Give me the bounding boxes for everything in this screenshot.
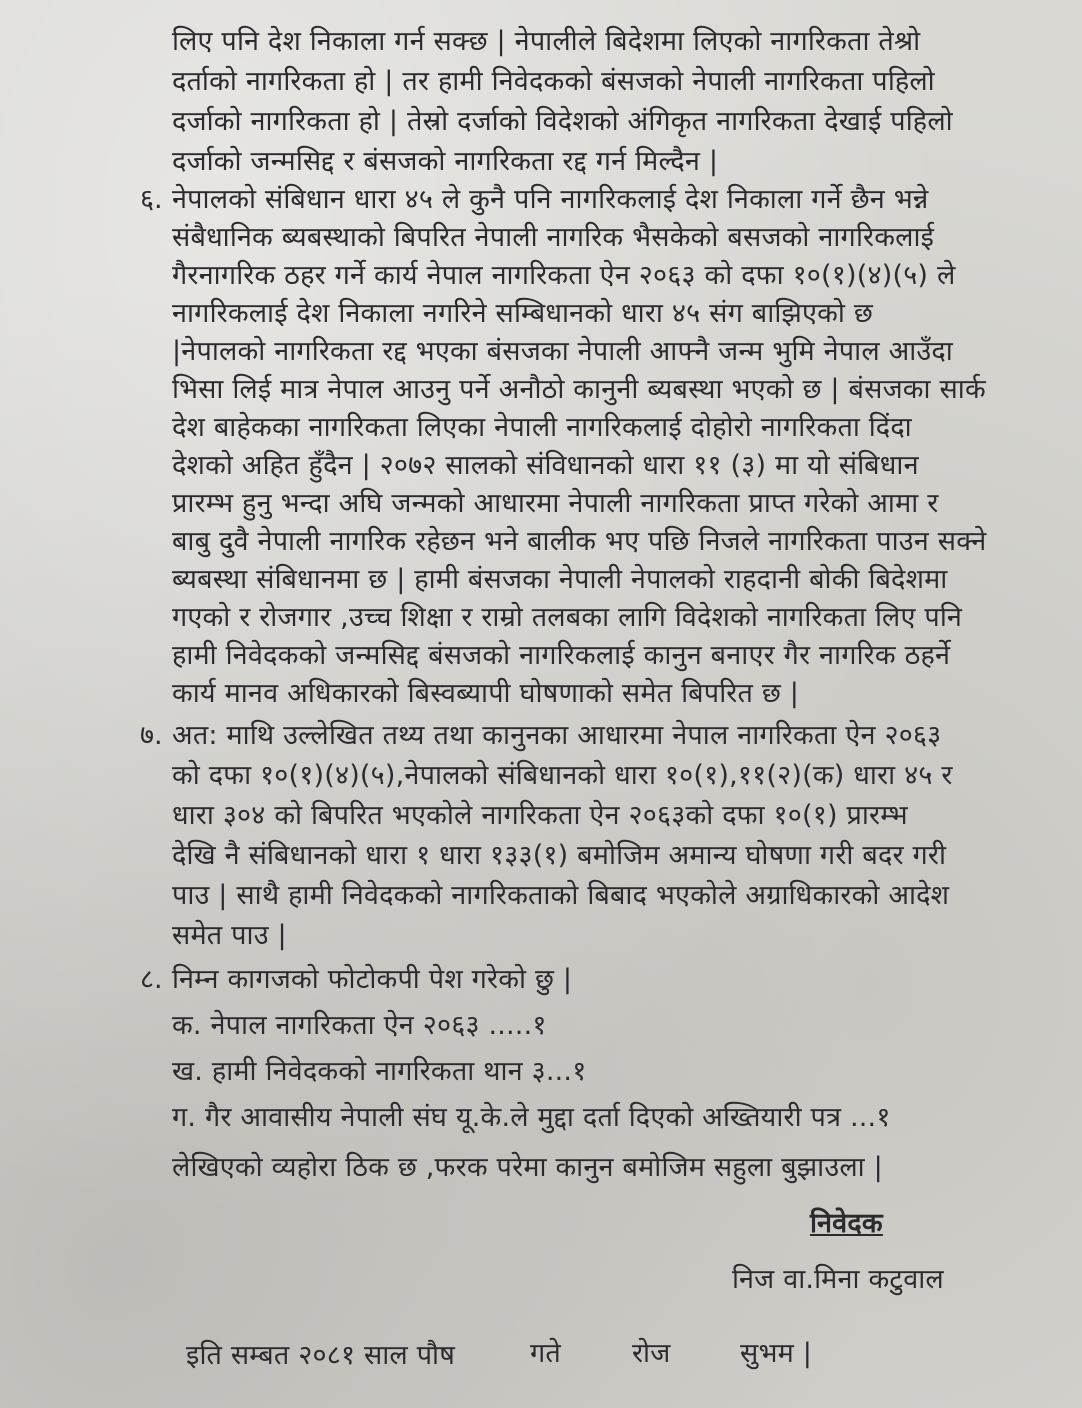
section6-line: गैरनागरिक ठहर गर्ने कार्य नेपाल नागरिकता ऐन २०६३ को दफा १०(१)(४)(५) ले <box>172 260 956 291</box>
section8-intro: निम्न कागजको फोटोकपी पेश गरेको छु | <box>172 964 573 995</box>
date-subham: सुभम | <box>740 1338 813 1369</box>
section-number-7: ७. <box>140 720 163 751</box>
section7-line: धारा ३०४ को बिपरित भएकोले नागरिकता ऐन २०६३को दफा १०(१) प्रारम्भ <box>172 800 908 831</box>
section7-line: पाउ | साथै हामी निवेदकको नागरिकताको बिबाद भएकोले अग्राधिकारको आदेश <box>172 880 950 911</box>
section6-line: नेपालको संबिधान धारा ४५ ले कुनै पनि नागरिकलाई देश निकाला गर्ने छैन भन्ने <box>172 184 929 215</box>
section-number-6: ६. <box>140 184 163 215</box>
section7-line: को दफा १०(१)(४)(५),नेपालको संबिधानको धारा १०(१),११(२)(क) धारा ४५ र <box>172 760 953 791</box>
section6-line: देश बाहेकका नागरिकता लिएका नेपाली नागरिकलाई दोहोरो नागरिकता दिंदा <box>172 412 912 443</box>
section6-line: संबैधानिक ब्यबस्थाको बिपरित नेपाली नागरिक भैसकेको बसजको नागरिकलाई <box>172 222 935 253</box>
section-number-8: ८. <box>140 964 163 995</box>
section6-line: बाबु दुवै नेपाली नागरिक रहेछन भने बालीक भए पछि निजले नागरिकता पाउन सक्ने <box>172 526 987 557</box>
section6-line: हामी निवेदकको जन्मसिद्द बंसजको नागरिकलाई कानुन बनाएर गैर नागरिक ठहर्ने <box>172 640 951 671</box>
section6-line: गएको र रोजगार ,उच्च शिक्षा र राम्रो तलबका लागि विदेशको नागरिकता लिए पनि <box>172 602 963 633</box>
section6-line: ब्यबस्था संबिधानमा छ | हामी बंसजका नेपाली नेपालको राहदानी बोकी बिदेशमा <box>172 564 948 595</box>
attachment-item: क. नेपाल नागरिकता ऐन २०६३ .....१ <box>172 1010 547 1041</box>
section6-line: कार्य मानव अधिकारको बिस्वब्यापी घोषणाको समेत बिपरित छ | <box>172 678 800 709</box>
paragraph-line: दर्जाको नागरिकता हो | तेस्रो दर्जाको विदेशको अंगिकृत नागरिकता देखाई पहिलो <box>172 106 953 137</box>
section6-line: नागरिकलाई देश निकाला नगरिने सम्बिधानको धारा ४५ संग बाझिएको छ <box>172 298 873 329</box>
paragraph-line: दर्जाको जन्मसिद्द र बंसजको नागरिकता रद्द गर्न मिल्दैन | <box>172 146 719 177</box>
declaration-text: लेखिएको व्यहोरा ठिक छ ,फरक परेमा कानुन बमोजिम सहुला बुझाउला | <box>172 1152 883 1183</box>
attachment-item: ग. गैर आवासीय नेपाली संघ यू.के.ले मुद्दा दर्ता दिएको अख्तियारी पत्र ...१ <box>172 1102 891 1133</box>
date-prefix: इति सम्बत २०८१ साल पौष <box>186 1340 456 1371</box>
section7-line: समेत पाउ | <box>172 920 287 951</box>
section7-line: देखि नै संबिधानको धारा १ धारा १३३(१) बमोजिम अमान्य घोषणा गरी बदर गरी <box>172 840 947 871</box>
attachment-item: ख. हामी निवेदकको नागरिकता थान ३...१ <box>172 1056 587 1087</box>
date-roj: रोज <box>632 1338 671 1369</box>
section6-line: प्रारम्भ हुनु भन्दा अघि जन्मको आधारमा नेपाली नागरिकता प्राप्त गरेको आमा र <box>172 488 939 519</box>
paragraph-line: दर्ताको नागरिकता हो | तर हामी निवेदकको बंसजको नेपाली नागरिकता पहिलो <box>172 66 935 97</box>
section6-line: देशको अहित हुँदैन | २०७२ सालको संविधानको धारा ११ (३) मा यो संबिधान <box>172 450 919 481</box>
signature-name: निज वा.मिना कटुवाल <box>732 1264 944 1295</box>
signature-title: निवेदक <box>810 1208 883 1239</box>
date-gate: गते <box>530 1338 561 1369</box>
section6-line: भिसा लिई मात्र नेपाल आउनु पर्ने अनौठो कानुनी ब्यबस्था भएको छ | बंसजका सार्क <box>172 374 986 405</box>
section6-line: |नेपालको नागरिकता रद्द भएका बंसजका नेपाली आफ्नै जन्म भुमि नेपाल आउँदा <box>172 336 953 367</box>
paragraph-line: लिए पनि देश निकाला गर्न सक्छ | नेपालीले बिदेशमा लिएको नागरिकता तेश्रो <box>172 26 921 57</box>
section7-line: अत: माथि उल्लेखित तथ्य तथा कानुनका आधारमा नेपाल नागरिकता ऐन २०६३ <box>172 720 942 751</box>
